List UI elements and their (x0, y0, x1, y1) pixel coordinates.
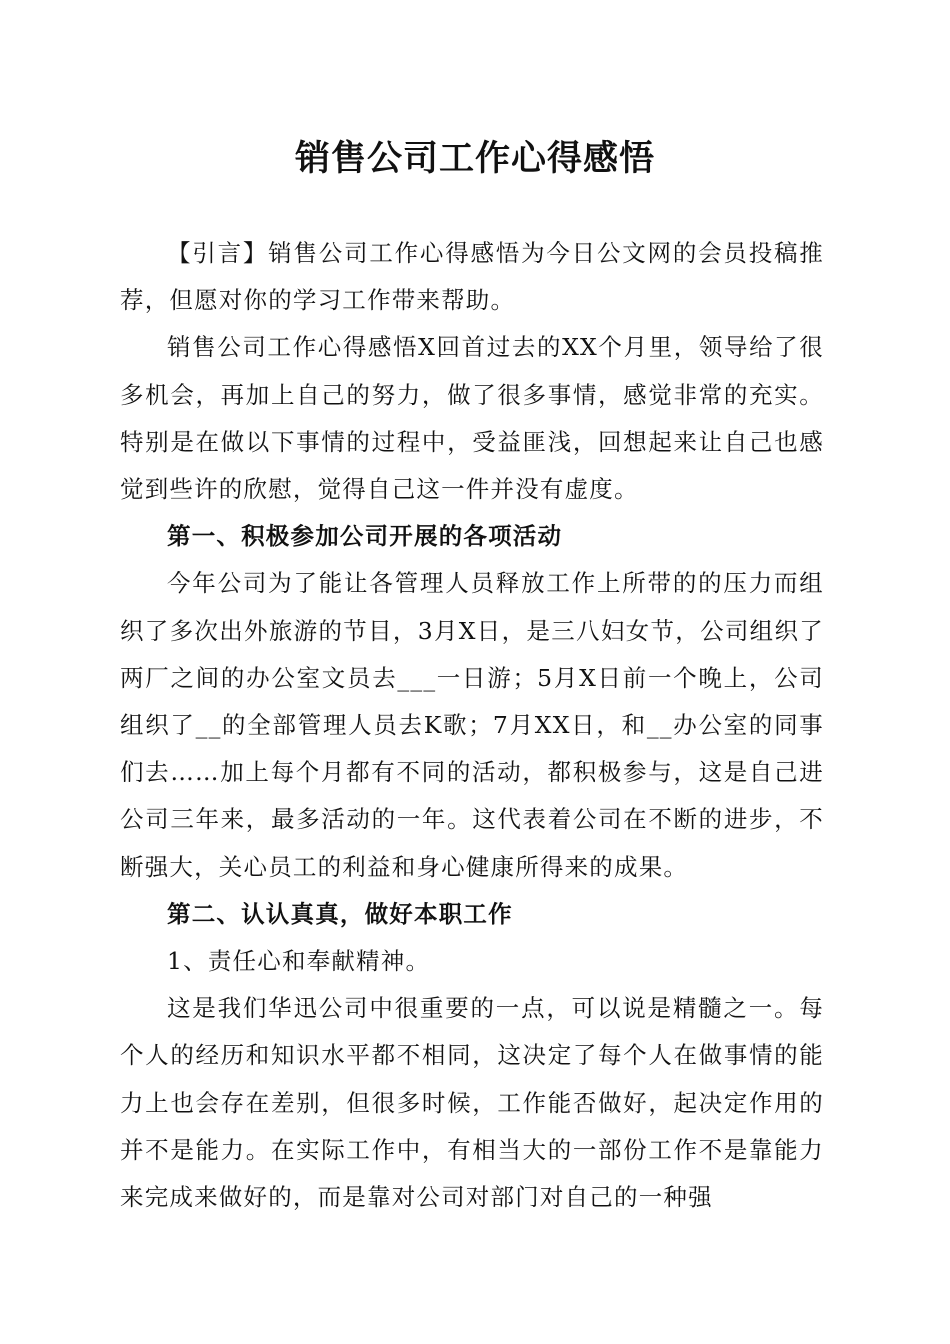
paragraph-opening: 销售公司工作心得感悟X回首过去的XX个月里，领导给了很多机会，再加上自己的努力，做了很多事情，感觉非常的充实。特别是在做以下事情的过程中，受益匪浅，回想起来让自己也感觉到些许的欣慰，觉得自己这一件并没有虚度。 (120, 333, 824, 504)
document-title: 销售公司工作心得感悟 (294, 138, 655, 179)
paragraph-intro: 【引言】销售公司工作心得感悟为今日公文网的会员投稿推荐，但愿对你的学习工作带来帮助。 (120, 239, 824, 315)
paragraph-responsibility: 这是我们华迅公司中很重要的一点，可以说是精髓之一。每个人的经历和知识水平都不相同，这决定了每个人在做事情的能力上也会存在差别，但很多时候，工作能否做好，起决定作用的并不是能力。在实际工作中，有相当大的一部份工作不是靠能力来完成来做好的，而是靠对公司对部门对自己的一种强 (120, 994, 824, 1212)
paragraph-activities: 今年公司为了能让各管理人员释放工作上所带的的压力而组织了多次出外旅游的节目，3月X日，是三八妇女节，公司组织了两厂之间的办公室文员去___一日游；5月X日前一个晚上，公司组织了__的全部管理人员去K歌；7月XX日，和__办公室的同事们去……加上每个月都有不同的活动，都积极参与，这是自己进公司三年来，最多活动的一年。这代表着公司在不断的进步，不断强大，关心员工的利益和身心健康所得来的成果。 (120, 569, 824, 881)
subheading-responsibility: 1、责任心和奉献精神。 (167, 947, 431, 976)
section-heading-second: 第二、认认真真，做好本职工作 (167, 899, 513, 928)
section-heading-first: 第一、积极参加公司开展的各项活动 (167, 522, 563, 551)
document-body (120, 230, 824, 1221)
